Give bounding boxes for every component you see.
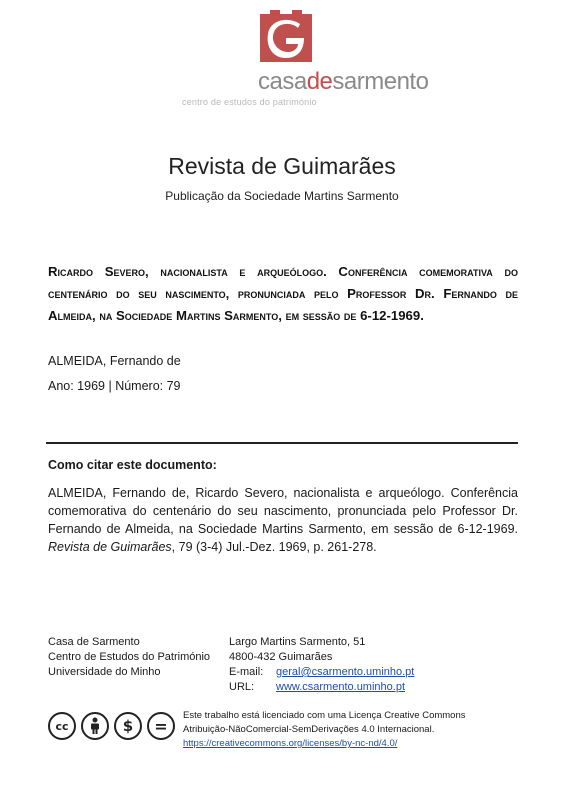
cc-icon: cc <box>48 712 76 740</box>
logo-word-de: de <box>306 68 333 95</box>
citation-tail: , 79 (3-4) Jul.-Dez. 1969, p. 261-278. <box>171 540 377 554</box>
article-author: ALMEIDA, Fernando de <box>48 354 181 368</box>
institution-line: Universidade do Minho <box>48 666 161 678</box>
email-label: E-mail: <box>229 666 264 678</box>
person-icon <box>88 717 102 735</box>
institution-block <box>48 635 210 680</box>
nc-icon: $ <box>114 712 142 740</box>
journal-subtitle: Publicação da Sociedade Martins Sarmento <box>165 189 399 203</box>
url-label: URL: <box>229 681 255 693</box>
cc-license-badges[interactable] <box>48 710 178 746</box>
citation-journal: Revista de Guimarães <box>48 540 172 554</box>
email-link[interactable]: geral@csarmento.uminho.pt <box>276 666 415 678</box>
logo-wordmark <box>258 70 428 94</box>
citation-text <box>48 484 518 556</box>
address-line: Largo Martins Sarmento, 51 <box>229 636 366 648</box>
postal-line: 4800-432 Guimarães <box>229 651 333 663</box>
institution-line: Centro de Estudos do Património <box>48 651 211 663</box>
contact-block <box>229 635 414 695</box>
journal-title: Revista de Guimarães <box>168 153 396 179</box>
license-line: Este trabalho está licenciado com uma Licença Creative Commons <box>183 710 466 721</box>
article-year-number: Ano: 1969 | Número: 79 <box>48 379 181 393</box>
license-line: Atribuição-NãoComercial-SemDerivações 4.0 Internacional. <box>183 724 435 735</box>
logo-word-casa: casa <box>258 68 307 95</box>
castle-logo-icon <box>258 10 314 64</box>
nd-icon: = <box>147 712 175 740</box>
email-row <box>229 665 414 680</box>
website-link[interactable]: www.csarmento.uminho.pt <box>276 681 405 693</box>
logo-word-sarmento: sarmento <box>332 68 429 95</box>
institution-line: Casa de Sarmento <box>48 636 140 648</box>
by-icon <box>81 712 109 740</box>
article-title: Ricardo Severo, nacionalista e arqueólogo. Conferência comemorativa do centenário do seu nascimento, pronunciada pelo Professor Dr. Fernando de Almeida, na Sociedade Martins Sarmento, em sessão de 6-12-1969. <box>48 264 518 323</box>
license-link[interactable]: https://creativecommons.org/licenses/by-nc-nd/4.0/ <box>183 738 398 749</box>
divider <box>46 442 518 444</box>
citation-heading: Como citar este documento: <box>48 458 217 472</box>
casa-de-sarmento-logo <box>180 10 450 110</box>
logo-subtitle: centro de estudos do património <box>182 97 317 107</box>
license-text <box>183 709 513 751</box>
citation-main: ALMEIDA, Fernando de, Ricardo Severo, nacionalista e arqueólogo. Conferência comemorativa do centenário do seu nascimento, pronunciada pelo Professor Dr. Fernando de Almeida, na Sociedade Martins Sarmento, em sessão de 6-12-1969. <box>48 486 518 536</box>
url-row <box>229 680 414 695</box>
